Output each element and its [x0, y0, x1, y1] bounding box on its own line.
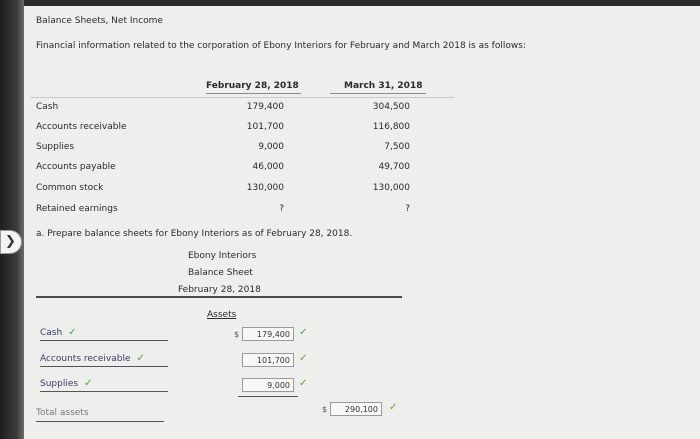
asset-value-input[interactable] [242, 353, 294, 367]
table-top-rule [30, 97, 454, 98]
currency-symbol: $ [322, 405, 328, 414]
subtotal-rule [238, 396, 298, 397]
check-icon: ✓ [299, 378, 308, 389]
asset-label: Supplies [40, 379, 79, 389]
statement-date: February 28, 2018 [178, 285, 261, 295]
info-row-mar: 49,700 [378, 162, 410, 172]
col-underline-feb [206, 93, 301, 94]
total-value-input[interactable] [330, 402, 382, 416]
col-underline-mar [330, 93, 426, 94]
total-value: 290,100 [344, 405, 378, 414]
info-row-feb: ? [279, 204, 284, 214]
asset-label: Accounts receivable [40, 354, 131, 364]
info-row-mar: 7,500 [384, 142, 410, 152]
statement-name: Balance Sheet [188, 268, 253, 278]
left-bezel [0, 0, 24, 439]
asset-value: 179,400 [256, 330, 290, 339]
info-row-label: Accounts payable [36, 162, 116, 172]
total-label-input[interactable] [36, 408, 164, 422]
check-icon: ✓ [299, 353, 308, 364]
top-bezel [0, 0, 700, 6]
asset-label-input[interactable] [40, 378, 168, 392]
asset-label-input[interactable] [40, 353, 168, 367]
info-row-mar: 304,500 [372, 102, 410, 112]
total-label: Total assets [36, 408, 89, 418]
check-icon: ✓ [68, 327, 77, 338]
info-row-feb: 179,400 [246, 102, 284, 112]
asset-value-input[interactable] [242, 327, 294, 341]
asset-value: 101,700 [256, 356, 290, 365]
col-header-mar: March 31, 2018 [344, 81, 423, 91]
info-row-label: Supplies [36, 142, 75, 152]
currency-symbol: $ [234, 330, 240, 339]
asset-label-input[interactable] [40, 327, 168, 341]
info-row-feb: 101,700 [246, 122, 284, 132]
intro-text: Financial information related to the corporation of Ebony Interiors for February and March 2018 is as follows: [36, 41, 526, 51]
asset-value-input[interactable] [242, 378, 294, 392]
question-text: a. Prepare balance sheets for Ebony Interiors as of February 28, 2018. [36, 229, 353, 239]
info-row-label: Accounts receivable [36, 122, 127, 132]
info-row-feb: 46,000 [252, 162, 284, 172]
page-title: Balance Sheets, Net Income [36, 16, 163, 26]
info-row-mar: ? [405, 204, 410, 214]
asset-label: Cash [40, 328, 63, 338]
info-row-feb: 9,000 [258, 142, 284, 152]
check-icon: ✓ [299, 327, 308, 338]
chevron-right-icon: ❯ [5, 234, 16, 249]
info-row-label: Common stock [36, 183, 104, 193]
asset-value: 9,000 [267, 381, 290, 390]
info-row-label: Cash [36, 102, 59, 112]
col-header-feb: February 28, 2018 [206, 81, 299, 91]
info-row-mar: 130,000 [372, 183, 410, 193]
check-icon: ✓ [136, 353, 145, 364]
info-row-mar: 116,800 [372, 122, 410, 132]
statement-rule [36, 296, 402, 298]
info-row-label: Retained earnings [36, 204, 118, 214]
check-icon: ✓ [389, 402, 398, 413]
assets-header: Assets [207, 310, 237, 320]
check-icon: ✓ [83, 378, 93, 389]
info-row-feb: 130,000 [246, 183, 284, 193]
company-name: Ebony Interiors [188, 251, 257, 261]
